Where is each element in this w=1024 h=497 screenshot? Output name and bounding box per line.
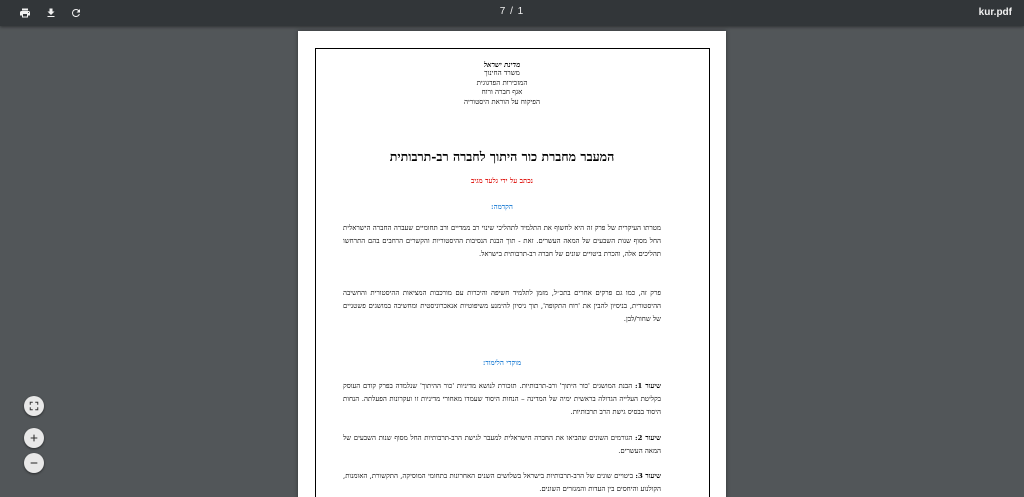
download-icon[interactable] — [42, 4, 60, 22]
fit-page-button[interactable] — [24, 396, 44, 416]
lesson-text: ביטויים שונים של הרב-תרבותיות בישראל בשלושים השנים האחרונות בתחומי המוסיקה, התקשורת, האומנות, הקולנוע והיחסים בין העדות והמגזרים השונים. — [343, 472, 661, 494]
intro-heading: הקדמה: — [491, 202, 513, 211]
intro-paragraph: פרק זה, כמו גם פרקים אחרים בתכ״ל, מזמן לתלמיד חשיפה והיכרות עם מורכבות המציאות ההיסטורית והחשיבה ההיסטורית, בניסיון להבין את 'רוח התקופה', תוך ניסיון להימנע משיפוטיות אנאכרוניסטית ומחשיבה במושגים פשטניים של שחור/לבן. — [343, 289, 661, 324]
zoom-in-button[interactable] — [24, 428, 44, 448]
lessons-list — [343, 380, 661, 497]
header-line: אגף חברה ורוח — [481, 88, 523, 97]
lesson-label: שיעור 1: — [634, 382, 661, 390]
page-total: 7 — [499, 6, 507, 17]
lesson-item — [343, 380, 661, 420]
page-current[interactable]: 1 — [517, 6, 525, 17]
file-name: kur.pdf — [978, 7, 1012, 18]
focus-heading: מוקדי הלימוד: — [482, 358, 522, 367]
print-icon[interactable] — [16, 4, 34, 22]
document-title: המעבר מחברת כור היתוך לחברה רב-תרבותית — [389, 149, 615, 164]
header-line: המזכירות הפדגוגית — [476, 78, 528, 87]
header-line: משרד החינוך — [484, 69, 520, 78]
minus-icon — [29, 458, 39, 468]
lesson-label: שיעור 2: — [635, 433, 661, 442]
page-separator: / — [510, 6, 514, 17]
pdf-viewer[interactable] — [0, 26, 1024, 497]
fit-page-icon — [29, 401, 39, 411]
lesson-text: הגורמים השונים שהביאו את החברה הישראלית למעבר לגישת הרב-תרבותיות החל מסוף שנות השבעים של המאה העשרים. — [343, 433, 661, 455]
lesson-label: שיעור 3: — [635, 472, 661, 481]
header-line: הפיקוח על הוראת היסטוריה — [463, 97, 540, 106]
header-line: מדינת ישראל — [483, 60, 521, 69]
document-header — [343, 60, 661, 107]
zoom-out-button[interactable] — [24, 453, 44, 473]
intro-paragraph: מטרתו העיקרית של פרק זה היא לחשוף את התלמיד לתהליכי שינוי רב ממדיים ורב תחומיים שעברה החברה הישראלית החל מסוף שנות השבעים של המאה העשרים. זאת - תוך הבנת הנסיבות ההיסטוריות והקשרים הרחבים בהם התרחשו תהליכים אלה, והכרת ביטויים שונים של חברה רב-תרבותית בישראל. — [343, 224, 661, 259]
lesson-item — [343, 470, 661, 496]
pdf-toolbar — [0, 0, 1024, 26]
lesson-item — [343, 432, 661, 458]
page-indicator — [490, 6, 534, 20]
document-author: נכתב על ידי גלעד מגיב — [471, 176, 533, 185]
plus-icon — [29, 433, 39, 443]
pdf-page — [298, 31, 726, 497]
rotate-icon[interactable] — [67, 4, 85, 22]
lesson-text: הבנת המושגים 'כור היתוך' ורב-תרבותיות. תזכורת לנושא מדיניות 'כור ההיתוך' שנלמדה בפרק קודם העוסק בקליטת העלייה הגדולה בראשית ימיה של המדינה – הנחות היסוד שעמדו מאחורי מדיניות זו ועקרונות הפעלתה. הנחות היסוד בבסיס גישת הרב תרבותיות. — [343, 382, 661, 417]
